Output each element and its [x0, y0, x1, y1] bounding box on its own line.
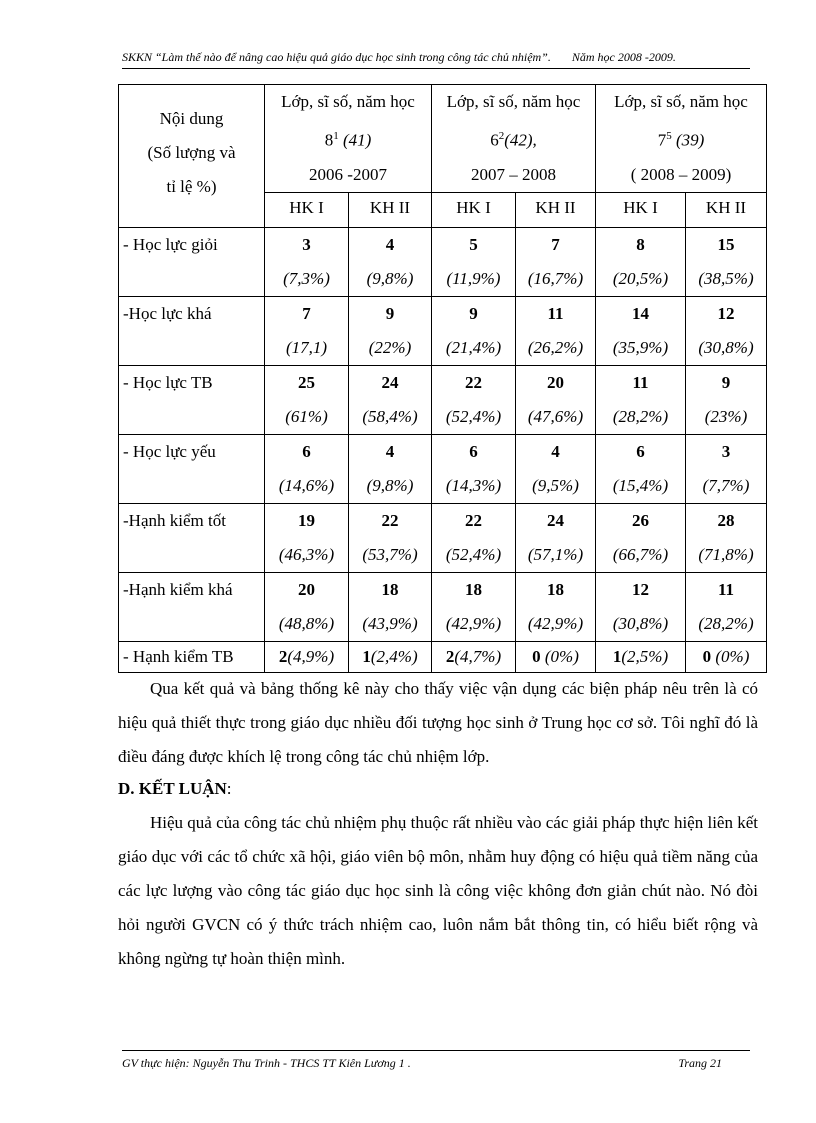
cell-count: 25: [298, 372, 315, 392]
semester-cell: KH II: [349, 192, 432, 227]
table-cell: [265, 296, 349, 365]
table-cell: [686, 434, 767, 503]
cell-percent: (66,7%): [612, 544, 669, 564]
cell-percent: (42,9%): [445, 613, 502, 633]
table-cell: [349, 503, 432, 572]
cell-percent: (53,7%): [362, 544, 418, 564]
table-cell: [349, 572, 432, 641]
table-cell: [686, 641, 767, 672]
table-cell: [596, 365, 686, 434]
section-title: D. KẾT LUẬN: [118, 779, 227, 798]
cell-count: 24: [381, 372, 399, 392]
cell-count: 11: [632, 372, 649, 392]
cell-percent: (4,7%): [454, 646, 502, 666]
cell-count: 0: [702, 646, 712, 666]
cell-count: 4: [385, 441, 395, 461]
cell-percent: (58,4%): [362, 406, 418, 426]
cell-percent: (9,8%): [366, 475, 414, 495]
table-cell: [686, 227, 767, 296]
cell-percent: (2,4%): [370, 646, 418, 666]
cell-percent: (48,8%): [278, 613, 335, 633]
row-label: - Học lực yếu: [119, 434, 265, 503]
class-header-cell: [432, 85, 596, 193]
class-header-cell: [596, 85, 767, 193]
page-footer: [122, 1050, 750, 1071]
table-cell: [349, 641, 432, 672]
cell-percent: (14,3%): [445, 475, 502, 495]
results-table: [118, 84, 767, 673]
cell-count: 6: [636, 441, 645, 461]
cell-percent: (42,9%): [527, 613, 584, 633]
paragraph-conclusion: Hiệu quả của công tác chủ nhiệm phụ thuộc rất nhiều vào các giải pháp thực hiện liên kết giáo dục với các tổ chức xã hội, giáo viên bộ môn, nhằm huy động có hiệu quả tiềm năng của các lực lượng vào công tác giáo dục học sinh là công việc không đơn giản chút nào. Nó đòi hỏi người GVCN có ý thức trách nhiệm cao, luôn nắm bắt thông tin, có hiểu biết rộng và không ngừng tự hoàn thiện mình.: [118, 813, 758, 968]
class-header-cell: [265, 85, 432, 193]
cell-count: 0: [532, 646, 541, 666]
class-header-line1: Lớp, sĩ số, năm học: [446, 92, 581, 111]
table-cell: [516, 227, 596, 296]
table-cell: [265, 641, 349, 672]
cell-percent: (30,8%): [612, 613, 669, 633]
table-cell: [265, 572, 349, 641]
cell-count: 18: [547, 579, 564, 599]
row-label: - Học lực giỏi: [119, 227, 265, 296]
table-cell: [432, 296, 516, 365]
table-cell: [432, 641, 516, 672]
cell-count: 26: [632, 510, 649, 530]
cell-count: 24: [547, 510, 564, 530]
cell-percent: (17,1): [285, 337, 328, 357]
class-header-line1: Lớp, sĩ số, năm học: [281, 92, 415, 111]
table-cell: [596, 227, 686, 296]
cell-percent: (57,1%): [527, 544, 584, 564]
table-header-row: [119, 85, 767, 193]
cell-count: 6: [302, 441, 311, 461]
table-body: [119, 227, 767, 672]
table-cell: [686, 365, 767, 434]
cell-percent: (2,5%): [621, 646, 669, 666]
cell-percent: (9,8%): [366, 268, 414, 288]
cell-count: 18: [381, 579, 399, 599]
page-header: [122, 50, 750, 69]
cell-count: 20: [298, 579, 315, 599]
cell-count: 22: [381, 510, 399, 530]
cell-count: 9: [721, 372, 731, 392]
cell-count: 2: [278, 646, 288, 666]
table-cell: [516, 365, 596, 434]
cell-percent: (26,2%): [527, 337, 584, 357]
table-cell: [596, 296, 686, 365]
table-cell: [265, 227, 349, 296]
cell-count: 19: [298, 510, 315, 530]
cell-count: 4: [385, 234, 395, 254]
semester-cell: HK I: [265, 192, 349, 227]
table-row: [119, 227, 767, 296]
semester-cell: HK I: [596, 192, 686, 227]
cell-percent: (23%): [704, 406, 748, 426]
cell-count: 18: [465, 579, 482, 599]
row-label: - Học lực TB: [119, 365, 265, 434]
cell-count: 7: [551, 234, 560, 254]
class-header-years: ( 2008 – 2009): [630, 164, 732, 184]
table-cell: [596, 503, 686, 572]
cell-count: 28: [717, 510, 735, 530]
row-label: -Học lực khá: [119, 296, 265, 365]
cell-count: 20: [547, 372, 564, 392]
header-year: Năm học 2008 -2009.: [571, 50, 676, 64]
table-cell: [686, 296, 767, 365]
cell-percent: (28,2%): [698, 613, 754, 633]
table-row: [119, 641, 767, 672]
cell-percent: (7,7%): [702, 475, 750, 495]
cell-percent: (47,6%): [527, 406, 584, 426]
table-row: [119, 503, 767, 572]
class-header-line1: Lớp, sĩ số, năm học: [614, 92, 748, 111]
class-header-years: 2007 – 2008: [471, 164, 556, 184]
cell-count: 14: [632, 303, 649, 323]
cell-count: 8: [636, 234, 645, 254]
cell-count: 9: [385, 303, 395, 323]
table-cell: [596, 572, 686, 641]
cell-count: 22: [465, 372, 482, 392]
table-cell: [349, 227, 432, 296]
table-row: [119, 365, 767, 434]
cell-percent: (9,5%): [532, 475, 579, 495]
semester-cell: KH II: [686, 192, 767, 227]
table-cell: [265, 434, 349, 503]
table-cell: [596, 434, 686, 503]
cell-count: 3: [721, 441, 731, 461]
table-cell: [686, 503, 767, 572]
table-row: [119, 434, 767, 503]
footer-author: GV thực hiện: Nguyễn Thu Trinh - THCS TT Kiên Lương 1 .: [122, 1056, 411, 1070]
cell-percent: (61%): [285, 406, 328, 426]
table-cell: [349, 434, 432, 503]
paragraph-results: Qua kết quả và bảng thống kê này cho thấy việc vận dụng các biện pháp nêu trên là có hiệu quả thiết thực trong giáo dục nhiều đối tượng học sinh ở Trung học cơ sở. Tôi nghĩ đó là điều đáng được khích lệ trong công tác chủ nhiệm lớp.: [118, 679, 758, 766]
footer-page-number: Trang 21: [678, 1056, 722, 1070]
cell-count: 22: [465, 510, 482, 530]
cell-percent: (0%): [711, 646, 750, 666]
cell-count: 9: [469, 303, 478, 323]
table-cell: [686, 572, 767, 641]
table-cell: [432, 434, 516, 503]
content-header-line: (Số lượng và: [147, 143, 236, 162]
class-header-class: $7^5$ (39): [657, 130, 705, 150]
semester-cell: HK I: [432, 192, 516, 227]
cell-count: 12: [717, 303, 735, 323]
table-cell: [432, 365, 516, 434]
cell-percent: (14,6%): [278, 475, 335, 495]
cell-percent: (38,5%): [698, 268, 754, 288]
cell-percent: (35,9%): [612, 337, 669, 357]
cell-percent: (7,3%): [283, 268, 330, 288]
cell-count: 2: [445, 646, 455, 666]
table-cell: [432, 227, 516, 296]
row-label: - Hạnh kiểm TB: [119, 641, 265, 672]
cell-count: 1: [362, 646, 371, 666]
cell-count: 1: [612, 646, 622, 666]
cell-percent: (71,8%): [698, 544, 754, 564]
cell-percent: (20,5%): [612, 268, 669, 288]
table-row: [119, 572, 767, 641]
cell-count: 3: [302, 234, 311, 254]
cell-percent: (46,3%): [278, 544, 335, 564]
table-cell: [432, 572, 516, 641]
table-cell: [265, 503, 349, 572]
cell-count: 5: [469, 234, 478, 254]
table-cell: [349, 296, 432, 365]
content-header-line: tỉ lệ %): [166, 177, 217, 196]
row-label: -Hạnh kiểm khá: [119, 572, 265, 641]
cell-percent: (16,7%): [527, 268, 584, 288]
cell-percent: (43,9%): [362, 613, 418, 633]
table-row: [119, 296, 767, 365]
class-header-years: 2006 -2007: [309, 164, 387, 184]
table-cell: [516, 641, 596, 672]
table-cell: [516, 434, 596, 503]
table-cell: [516, 296, 596, 365]
table-cell: [516, 503, 596, 572]
cell-percent: (28,2%): [612, 406, 669, 426]
cell-percent: (52,4%): [445, 544, 502, 564]
table-cell: [596, 641, 686, 672]
table-cell: [516, 572, 596, 641]
cell-count: 15: [717, 234, 735, 254]
semester-cell: KH II: [516, 192, 596, 227]
content-header-cell: [119, 85, 265, 228]
content-header-line: Nội dung: [159, 109, 224, 128]
table-cell: [349, 365, 432, 434]
cell-percent: (15,4%): [612, 475, 669, 495]
cell-percent: (11,9%): [446, 268, 501, 288]
cell-count: 12: [632, 579, 649, 599]
class-header-class: $8^1$ (41): [324, 130, 372, 150]
section-heading: D. KẾT LUẬN:: [118, 779, 232, 798]
row-label: -Hạnh kiểm tốt: [119, 503, 265, 572]
cell-count: 11: [547, 303, 564, 323]
cell-percent: (21,4%): [445, 337, 502, 357]
cell-percent: (30,8%): [698, 337, 754, 357]
class-header-class: $6^2(42)$,: [490, 130, 537, 150]
cell-percent: (0%): [540, 646, 579, 666]
cell-percent: (4,9%): [287, 646, 335, 666]
table-cell: [265, 365, 349, 434]
cell-count: 7: [302, 303, 311, 323]
cell-percent: (52,4%): [445, 406, 502, 426]
cell-percent: (22%): [368, 337, 412, 357]
cell-count: 6: [469, 441, 478, 461]
table-cell: [432, 503, 516, 572]
cell-count: 4: [551, 441, 560, 461]
cell-count: 11: [717, 579, 735, 599]
header-title: SKKN “Làm thế nào để nâng cao hiệu quả giáo dục học sinh trong công tác chủ nhiệm”.: [122, 50, 551, 64]
